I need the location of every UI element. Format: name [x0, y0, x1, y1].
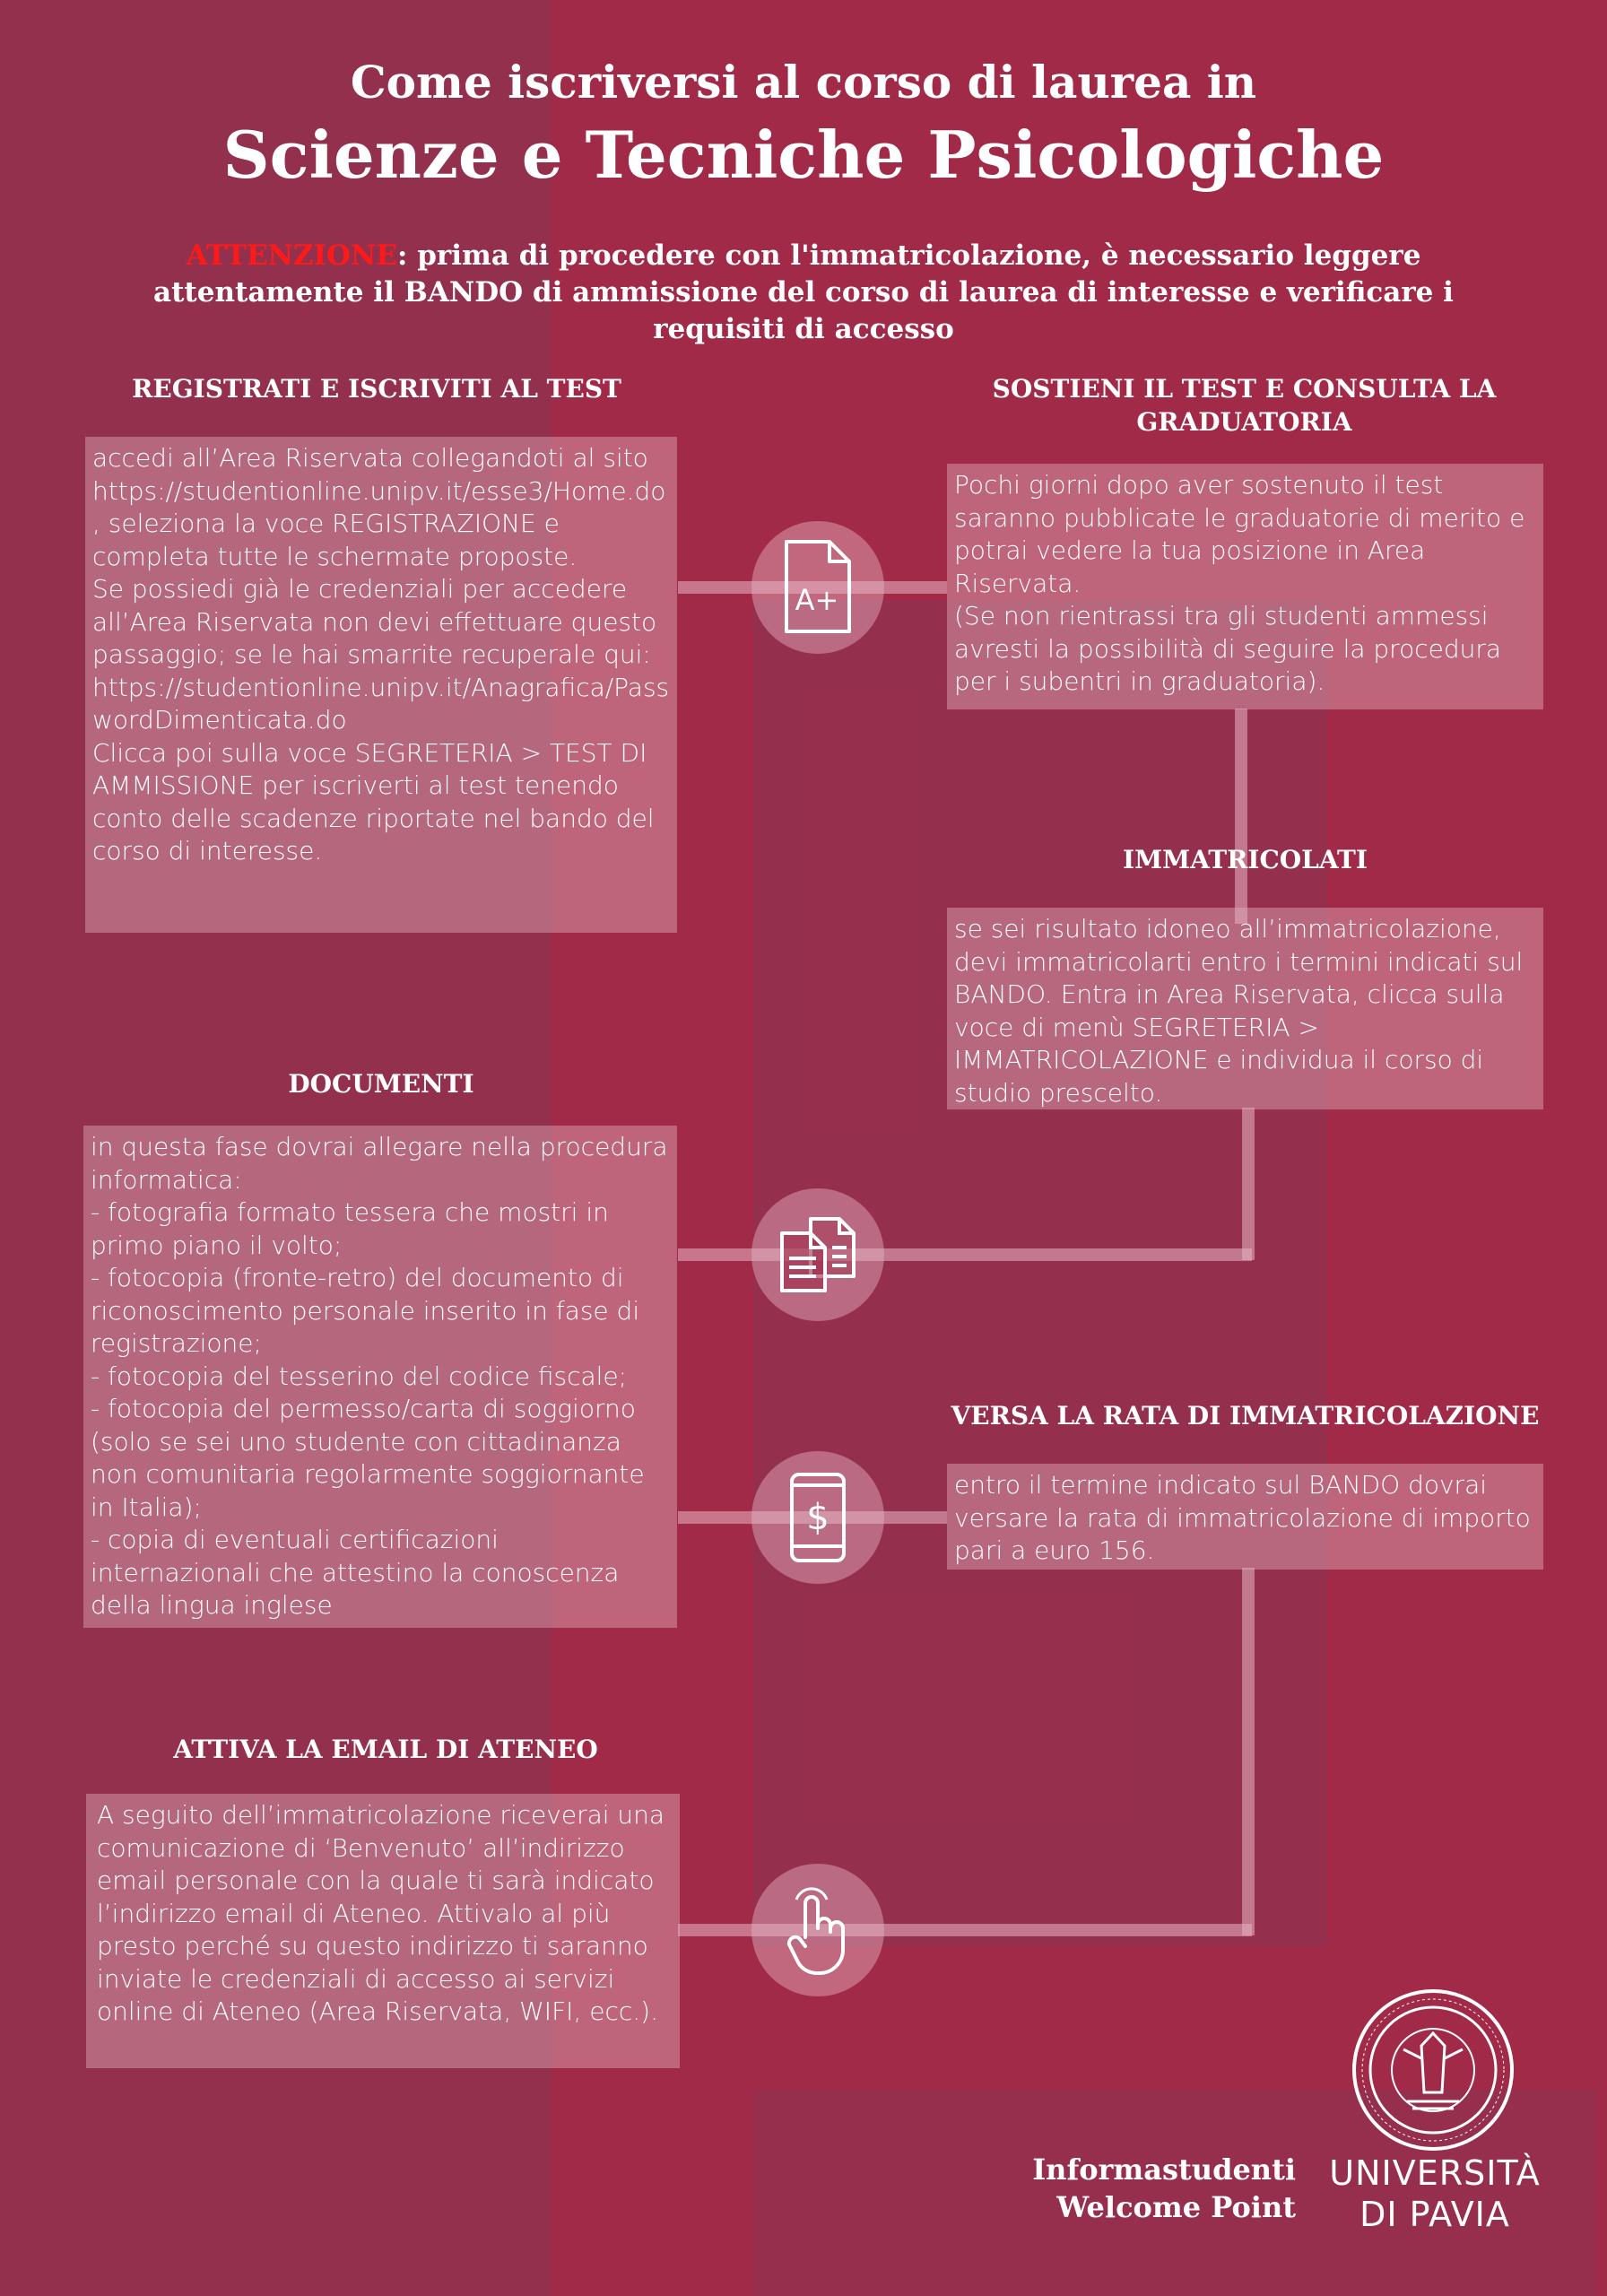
- university-name-line1: UNIVERSITÀ: [1329, 2153, 1541, 2193]
- footer-line2: Welcome Point: [1056, 2190, 1296, 2224]
- connector-line: [1242, 1108, 1255, 1260]
- step-heading-register: REGISTRATI E ISCRIVITI AL TEST: [132, 374, 621, 404]
- warning-text: : prima di procedere con l'immatricolazione, è necessario leggere attentamente il BANDO di ammissione del corso di laurea di interesse e verificare i requisiti di accesso: [153, 239, 1454, 345]
- payment-circle: [751, 1451, 884, 1584]
- documents-circle: [751, 1188, 884, 1321]
- footer-informastudenti: [942, 2151, 1296, 2226]
- footer-line1: Informastudenti: [1032, 2152, 1296, 2187]
- step-box-register: accedi all’Area Riservata collegandoti al sito https://studentionline.unipv.it/esse3/Home.do , seleziona la voce REGISTRAZIONE e completa tutte le schermate proposte. Se possiedi già le credenziali per accedere all’Area Riservata non devi effettuare questo passaggio; se le hai smarrite recuperale qui: https://studentionline.unipv.it/Anagrafica/PasswordDimenticata.do Clicca poi sulla voce SEGRETERIA > TEST DI AMMISSIONE per iscriverti al test tenendo conto delle scadenze riportate nel bando del corso di interesse.: [85, 437, 677, 933]
- hand-pointer-icon: [784, 1883, 852, 1977]
- connector-line: [1235, 709, 1247, 924]
- grade-circle: [751, 521, 884, 654]
- step-box-payment: entro il termine indicato sul BANDO dovrai versare la rata di immatricolazione di importo pari a euro 156.: [947, 1464, 1543, 1570]
- warning-notice: [99, 238, 1508, 348]
- grade-icon-label: A+: [795, 583, 839, 617]
- step-heading-enroll: IMMATRICOLATI: [1123, 845, 1368, 874]
- step-heading-documents: DOCUMENTI: [288, 1069, 474, 1099]
- documents-icon: [775, 1212, 861, 1298]
- warning-label: ATTENZIONE: [186, 239, 398, 272]
- mobile-payment-icon: [786, 1471, 849, 1564]
- page-title-line2: Scienze e Tecniche Psicologiche: [222, 117, 1385, 193]
- step-heading-test: SOSTIENI IL TEST E CONSULTA LA GRADUATORIA: [992, 374, 1497, 437]
- university-name: [1323, 2152, 1547, 2235]
- document-grade-icon: [777, 538, 858, 637]
- step-box-enroll: se sei risultato idoneo all’immatricolazione, devi immatricolarti entro i termini indicati sul BANDO. Entra in Area Riservata, clicca sulla voce di menù SEGRETERIA > IMMATRICOLAZIONE e individua il corso di studio prescelto.: [947, 908, 1543, 1109]
- connector-line: [1242, 1568, 1255, 1935]
- step-heading-payment: VERSA LA RATA DI IMMATRICOLAZIONE: [951, 1401, 1540, 1431]
- step-heading-email: ATTIVA LA EMAIL DI ATENEO: [173, 1735, 598, 1764]
- page-title-line1: Come iscriversi al corso di laurea in: [350, 56, 1257, 109]
- step-box-test: Pochi giorni dopo aver sostenuto il test saranno pubblicate le graduatorie di merito e potrai vedere la tua posizione in Area Riservata. (Se non rientrassi tra gli studenti ammessi avresti la possibilità di seguire la procedura per i subentri in graduatoria).: [947, 464, 1543, 709]
- university-seal-logo: [1350, 1987, 1516, 2153]
- university-name-line2: DI PAVIA: [1359, 2195, 1510, 2234]
- email-circle: [751, 1864, 884, 1996]
- step-box-documents: in questa fase dovrai allegare nella procedura informatica: - fotografia formato tessera che mostri in primo piano il volto; - fotocopia (fronte-retro) del documento di riconoscimento personale inserito in fase di registrazione; - fotocopia del tesserino del codice fiscale; - fotocopia del permesso/carta di soggiorno (solo se sei uno studente con cittadinanza non comunitaria regolarmente soggiornante in Italia); - copia di eventuali certificazioni internazionali che attestino la conoscenza della lingua inglese: [83, 1126, 677, 1628]
- step-box-email: A seguito dell’immatricolazione riceverai una comunicazione di ‘Benvenuto’ all’indirizzo email personale con la quale ti sarà indicato l’indirizzo email di Ateneo. Attivalo al più presto perché su questo indirizzo ti saranno inviate le credenziali di accesso ai servizi online di Ateneo (Area Riservata, WIFI, ecc.).: [86, 1794, 680, 2068]
- payment-icon-label: $: [806, 1497, 830, 1538]
